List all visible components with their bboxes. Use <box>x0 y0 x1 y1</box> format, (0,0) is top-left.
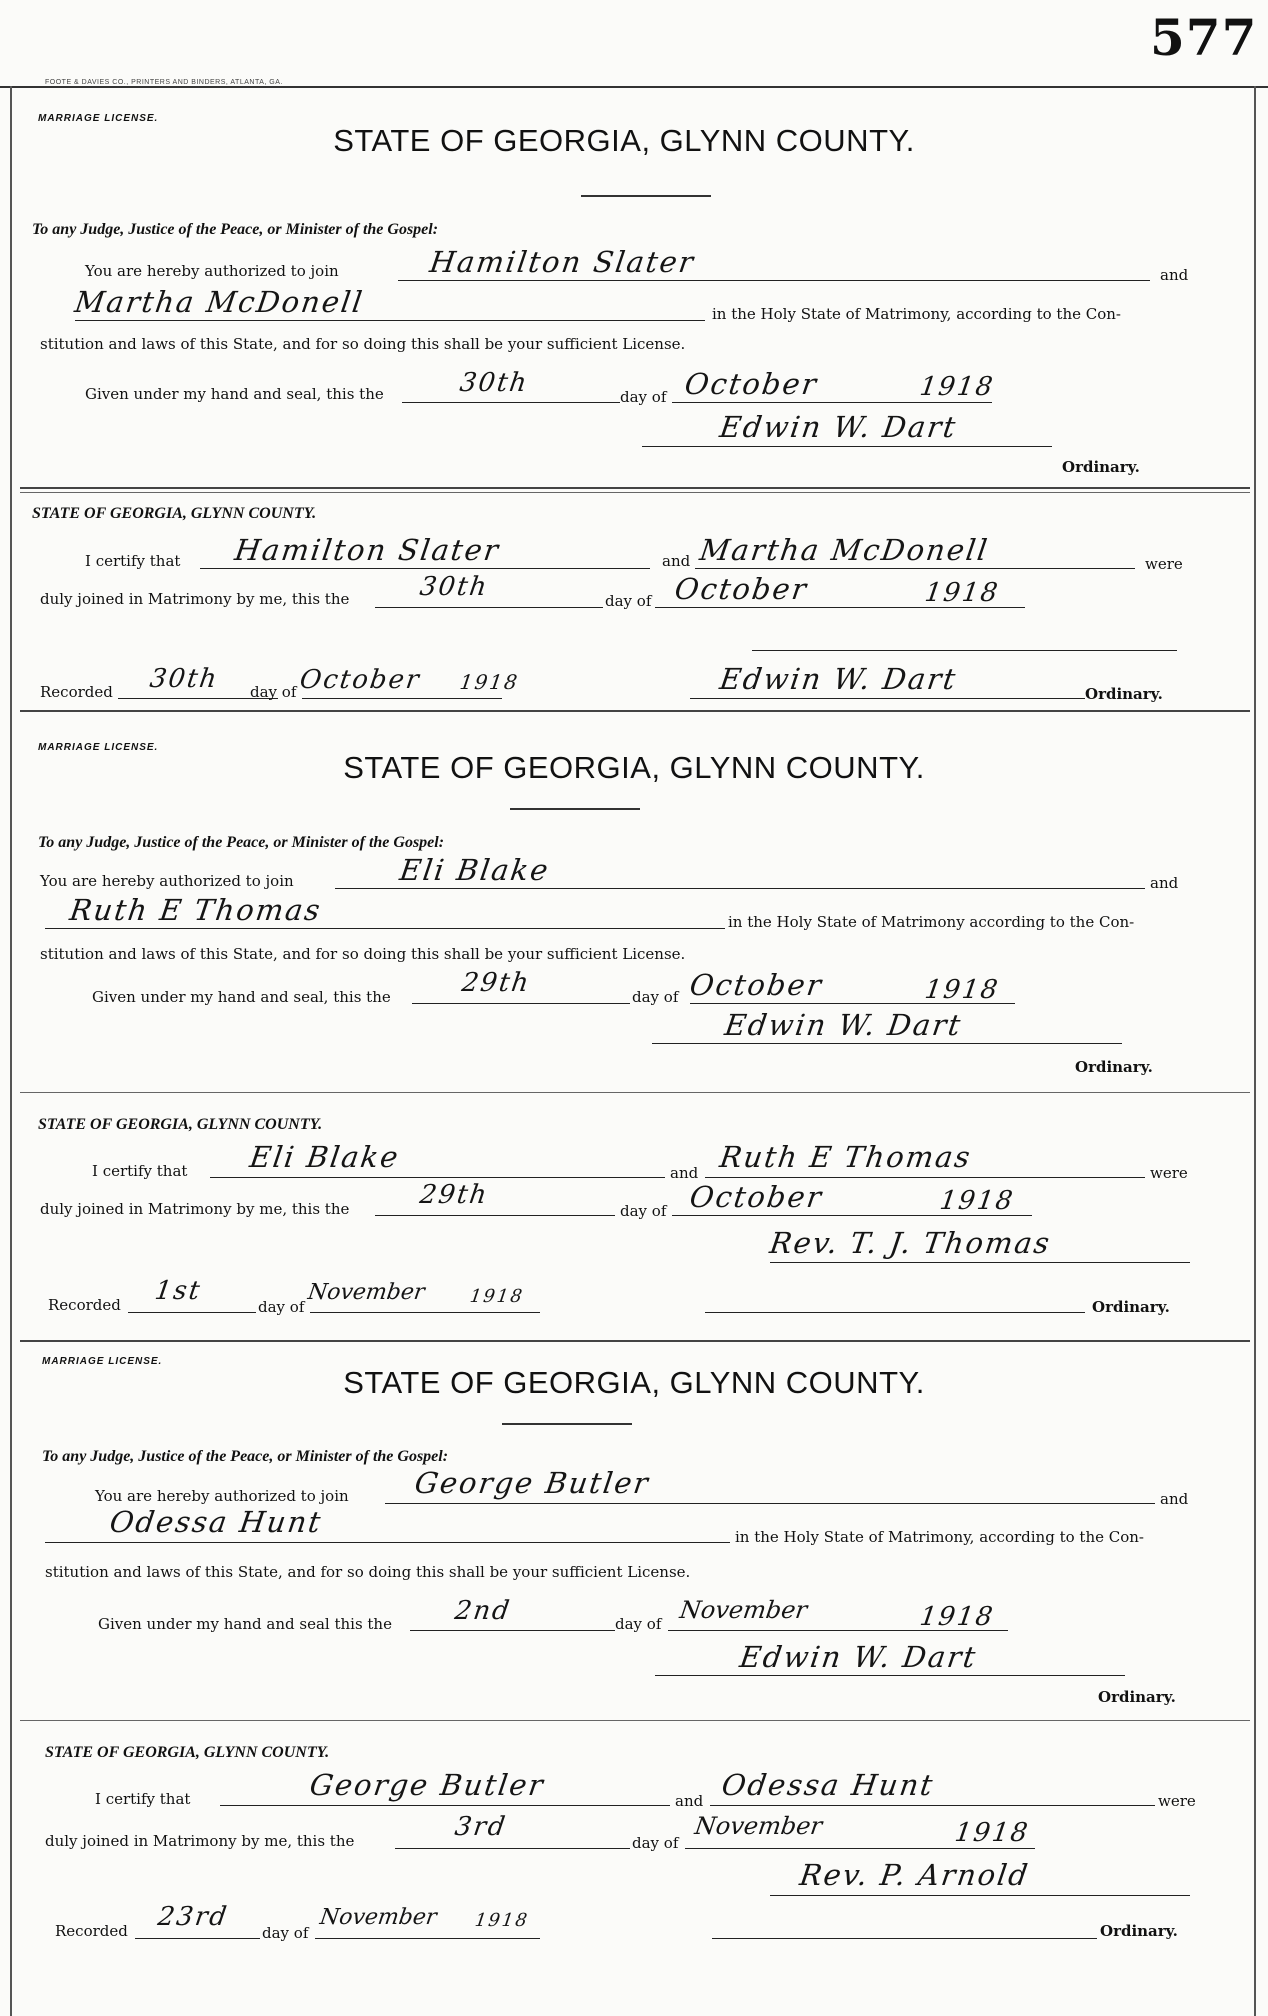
and-label: and <box>1160 1490 1189 1508</box>
bride-name: Martha McDonell <box>72 285 367 319</box>
cert-bride: Martha McDonell <box>697 533 992 567</box>
heading-rule <box>502 1423 632 1425</box>
top-rule <box>0 86 1268 88</box>
ordinary-signature: Edwin W. Dart <box>722 1008 965 1042</box>
recorded-sig-line <box>690 698 1085 699</box>
were-label: were <box>1145 555 1183 573</box>
cert-year: 1918 <box>937 1186 1017 1216</box>
record-separator <box>20 1340 1250 1342</box>
recorded-month: November <box>306 1280 427 1305</box>
cert-groom: Eli Blake <box>247 1140 402 1174</box>
recorded-day-line <box>135 1938 260 1939</box>
record-separator <box>20 710 1250 712</box>
given-text: Given under my hand and seal, this the <box>85 385 384 403</box>
groom-line <box>385 1503 1155 1504</box>
ordinary-signature: Edwin W. Dart <box>737 1640 980 1674</box>
given-text: Given under my hand and seal, this the <box>92 988 391 1006</box>
section-separator <box>20 1720 1250 1721</box>
right-margin-line <box>1254 86 1256 2016</box>
cert-day-line <box>375 607 603 608</box>
officiant-line <box>770 1895 1190 1896</box>
cert-heading: STATE OF GEORGIA, GLYNN COUNTY. <box>45 1744 330 1761</box>
recorded-day: 23rd <box>155 1902 231 1932</box>
day-of: day of <box>615 1615 662 1633</box>
license-heading: STATE OF GEORGIA, GLYNN COUNTY. <box>343 750 925 785</box>
recorded-label: Recorded <box>48 1296 121 1314</box>
bride-line <box>45 1542 730 1543</box>
bride-name: Ruth E Thomas <box>67 893 324 927</box>
cert-day: 30th <box>417 572 491 602</box>
recorded-ordinary: Ordinary. <box>1100 1922 1178 1940</box>
cert-year: 1918 <box>952 1818 1032 1848</box>
bride-line <box>45 928 725 929</box>
cert-bride: Odessa Hunt <box>719 1768 937 1802</box>
license-label: MARRIAGE LICENSE. <box>38 113 159 124</box>
were-label: were <box>1150 1164 1188 1182</box>
printer-imprint: FOOTE & DAVIES CO., PRINTERS AND BINDERS, ATLANTA, GA. <box>45 79 283 86</box>
ordinary-label: Ordinary. <box>1098 1688 1176 1706</box>
recorded-day-of: day of <box>250 683 297 701</box>
joined-text: duly joined in Matrimony by me, this the <box>45 1832 355 1850</box>
holy-state-text: in the Holy State of Matrimony, according to the Con- <box>712 305 1121 323</box>
recorded-year: 1918 <box>473 1910 531 1931</box>
cert-bride: Ruth E Thomas <box>717 1140 974 1174</box>
license-month: October <box>687 968 826 1002</box>
address-line: To any Judge, Justice of the Peace, or Minister of the Gospel: <box>38 834 445 851</box>
license-day: 2nd <box>452 1596 514 1626</box>
recorded-day-of: day of <box>262 1924 309 1942</box>
joined-text: duly joined in Matrimony by me, this the <box>40 1200 350 1218</box>
section-separator-thin <box>20 492 1250 493</box>
groom-line <box>335 888 1145 889</box>
groom-name: Hamilton Slater <box>427 245 698 279</box>
license-month: November <box>678 1596 809 1624</box>
license-year: 1918 <box>917 372 997 402</box>
cert-month: October <box>672 572 811 606</box>
constitution-text: stitution and laws of this State, and for so doing this shall be your sufficient License. <box>45 1563 691 1581</box>
left-margin-line <box>10 86 12 2016</box>
recorded-day: 30th <box>147 664 221 694</box>
were-label: were <box>1158 1792 1196 1810</box>
recorded-month-line <box>315 1938 540 1939</box>
heading-rule <box>510 808 640 810</box>
cert-groom-line <box>200 568 650 569</box>
recorded-ordinary: Ordinary. <box>1085 685 1163 703</box>
cert-heading: STATE OF GEORGIA, GLYNN COUNTY. <box>32 505 317 522</box>
recorded-sig-line <box>712 1938 1097 1939</box>
cert-groom: Hamilton Slater <box>232 533 503 567</box>
cert-day-of: day of <box>620 1202 667 1220</box>
license-label: MARRIAGE LICENSE. <box>38 742 159 753</box>
license-month: October <box>682 367 821 401</box>
cert-bride-line <box>695 568 1135 569</box>
ordinary-label: Ordinary. <box>1075 1058 1153 1076</box>
officiant-line <box>752 650 1177 651</box>
license-day-line <box>410 1630 615 1631</box>
recorded-day-line <box>128 1312 256 1313</box>
cert-groom: George Butler <box>307 1768 547 1802</box>
groom-line <box>398 280 1150 281</box>
given-text: Given under my hand and seal this the <box>98 1615 392 1633</box>
joined-text: duly joined in Matrimony by me, this the <box>40 590 350 608</box>
recorded-label: Recorded <box>55 1922 128 1940</box>
recorded-month: November <box>318 1905 439 1930</box>
cert-day-of: day of <box>605 592 652 610</box>
cert-groom-line <box>210 1177 665 1178</box>
license-label: MARRIAGE LICENSE. <box>42 1356 163 1367</box>
recorded-day: 1st <box>152 1276 204 1306</box>
recorded-sig-line <box>705 1312 1085 1313</box>
recorded-month-line <box>302 698 502 699</box>
bride-line <box>75 320 705 321</box>
page-number: 577 <box>1150 8 1258 67</box>
groom-name: George Butler <box>412 1466 652 1500</box>
license-day: 30th <box>457 368 531 398</box>
recorded-day-of: day of <box>258 1298 305 1316</box>
section-separator <box>20 1092 1250 1093</box>
cert-month-line <box>685 1848 1035 1849</box>
license-month-line <box>672 402 992 403</box>
cert-day: 29th <box>417 1180 491 1210</box>
authorized-text: You are hereby authorized to join <box>40 872 294 890</box>
cert-day-of: day of <box>632 1834 679 1852</box>
officiant-line <box>770 1262 1190 1263</box>
officiant-signature: Rev. P. Arnold <box>797 1858 1032 1892</box>
cert-year: 1918 <box>922 578 1002 608</box>
cert-day: 3rd <box>452 1812 509 1842</box>
recorded-year: 1918 <box>468 1286 526 1307</box>
cert-day-line <box>395 1848 630 1849</box>
recorded-year: 1918 <box>458 670 521 694</box>
cert-bride-line <box>710 1805 1155 1806</box>
license-year: 1918 <box>922 975 1002 1005</box>
bride-name: Odessa Hunt <box>107 1505 325 1539</box>
certify-text: I certify that <box>95 1790 191 1808</box>
license-day-line <box>402 402 620 403</box>
constitution-text: stitution and laws of this State, and for so doing this shall be your sufficient License. <box>40 335 686 353</box>
license-day-line <box>412 1003 630 1004</box>
certify-text: I certify that <box>85 552 181 570</box>
recorded-month-line <box>310 1312 540 1313</box>
cert-heading: STATE OF GEORGIA, GLYNN COUNTY. <box>38 1116 323 1133</box>
and-label: and <box>1160 266 1189 284</box>
ordinary-label: Ordinary. <box>1062 458 1140 476</box>
ordinary-sig-line <box>652 1043 1122 1044</box>
license-heading: STATE OF GEORGIA, GLYNN COUNTY. <box>343 1365 925 1400</box>
license-year: 1918 <box>917 1602 997 1632</box>
cert-and: and <box>662 552 691 570</box>
license-heading: STATE OF GEORGIA, GLYNN COUNTY. <box>333 123 915 158</box>
groom-name: Eli Blake <box>397 853 552 887</box>
authorized-text: You are hereby authorized to join <box>95 1487 349 1505</box>
cert-month: November <box>693 1812 824 1840</box>
day-of: day of <box>620 388 667 406</box>
cert-and: and <box>675 1792 704 1810</box>
address-line: To any Judge, Justice of the Peace, or Minister of the Gospel: <box>32 221 439 238</box>
ordinary-signature: Edwin W. Dart <box>717 410 960 444</box>
recorded-ordinary: Ordinary. <box>1092 1298 1170 1316</box>
officiant-signature: Rev. T. J. Thomas <box>767 1226 1054 1260</box>
cert-day-line <box>375 1215 615 1216</box>
certify-text: I certify that <box>92 1162 188 1180</box>
address-line: To any Judge, Justice of the Peace, or Minister of the Gospel: <box>42 1448 449 1465</box>
ordinary-sig-line <box>655 1675 1125 1676</box>
license-day: 29th <box>459 968 533 998</box>
authorized-text: You are hereby authorized to join <box>85 262 339 280</box>
ordinary-sig-line <box>642 446 1052 447</box>
cert-month: October <box>687 1180 826 1214</box>
cert-groom-line <box>220 1805 670 1806</box>
heading-rule <box>581 195 711 197</box>
cert-bride-line <box>705 1177 1145 1178</box>
and-label: and <box>1150 874 1179 892</box>
holy-state-text: in the Holy State of Matrimony according to the Con- <box>728 913 1135 931</box>
recorded-label: Recorded <box>40 683 113 701</box>
day-of: day of <box>632 988 679 1006</box>
recorded-signature: Edwin W. Dart <box>717 662 960 696</box>
cert-and: and <box>670 1164 699 1182</box>
constitution-text: stitution and laws of this State, and for so doing this shall be your sufficient License. <box>40 945 686 963</box>
holy-state-text: in the Holy State of Matrimony, according to the Con- <box>735 1528 1144 1546</box>
section-separator <box>20 487 1250 489</box>
recorded-month: October <box>297 665 423 695</box>
